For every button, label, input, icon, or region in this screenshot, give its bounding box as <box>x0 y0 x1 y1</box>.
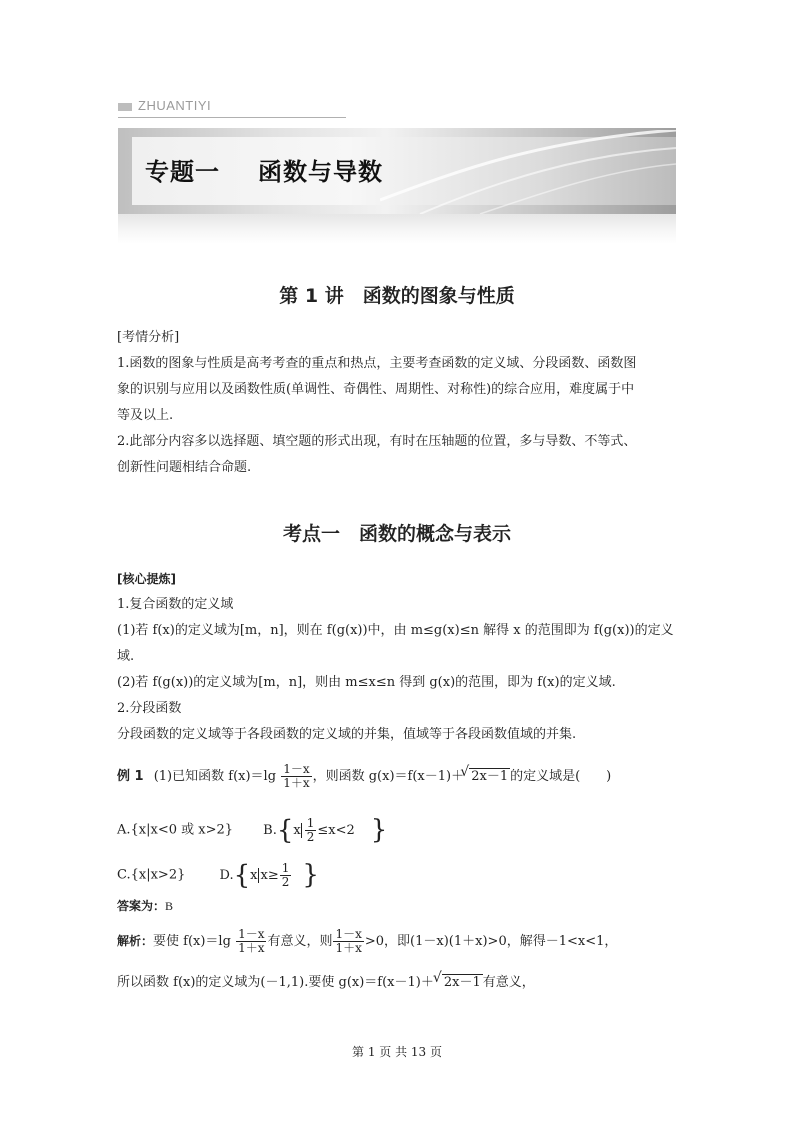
example-fraction: $\frac{1-x}{1+x}$ <box>283 762 310 790</box>
solution-fraction-1: $\frac{1-x}{1+x}$ <box>238 927 265 955</box>
analysis-item1-line1: 1.函数的图象与性质是高考考查的重点和热点，主要考查函数的定义域、分段函数、函数图 <box>117 356 637 371</box>
option-b: B.{x $\frac{1}{2}$ ≤x<2 } <box>263 815 388 845</box>
answer-line <box>117 893 679 919</box>
example-tail: 的定义域是( ) <box>510 769 612 784</box>
example-part: (1)已知函数 f(x)＝lg <box>153 769 277 784</box>
core-s1-title: 1.复合函数的定义域 <box>117 597 234 612</box>
core-section <box>117 566 679 748</box>
options-row-1 <box>117 815 679 846</box>
analysis-item1-line3: 等及以上. <box>117 408 174 423</box>
banner-shadow <box>118 214 676 244</box>
core-s1-p1-line1: (1)若 f(x)的定义域为[m，n]，则在 f(g(x))中，由 m≤g(x)≤n 解得 x 的范围即为 f(g(x))的定义 <box>117 623 674 638</box>
answer-label: 答案为： <box>117 899 166 913</box>
answer-value: B <box>165 899 174 913</box>
header-rule <box>118 117 346 118</box>
option-c: C.{x|x>2} <box>117 867 186 883</box>
solution-fraction-2: $\frac{1-x}{1+x}$ <box>335 927 362 955</box>
analysis-item2-line2: 创新性问题相结合命题. <box>117 460 252 475</box>
core-heading: [核心提炼] <box>117 572 176 586</box>
topic-title <box>145 152 421 187</box>
options-row-2 <box>117 860 679 891</box>
point-title: 考点一 函数的概念与表示 <box>282 523 511 545</box>
solution-t2: 有意义，则 <box>267 934 333 949</box>
series-code: ZHUANTIYI <box>138 98 212 113</box>
topic-number: 专题一 <box>145 158 220 186</box>
core-s1-p2: (2)若 f(g(x))的定义域为[m，n]，则由 m≤x≤n 得到 g(x)的范围，即为 f(x)的定义域. <box>117 675 616 690</box>
solution-t3: >0，即(1－x)(1＋x)>0，解得－1<x<1， <box>364 934 618 949</box>
core-s2-title: 2.分段函数 <box>117 701 182 716</box>
analysis-section <box>117 325 679 481</box>
solution-line-2 <box>117 970 679 996</box>
example-label: 例 1 <box>117 769 144 784</box>
solution-line2-b: 有意义， <box>482 975 535 990</box>
lecture-title: 第 1 讲 函数的图象与性质 <box>279 285 515 307</box>
core-s1-p1-line2: 域. <box>117 649 135 664</box>
example-sqrt: √ 2x－1 <box>469 768 510 784</box>
analysis-item2-line1: 2.此部分内容多以选择题、填空题的形式出现，有时在压轴题的位置，多与导数、不等式、 <box>117 434 637 449</box>
core-s2-text: 分段函数的定义域等于各段函数的定义域的并集，值域等于各段函数值域的并集. <box>117 727 577 742</box>
solution-line-1 <box>117 925 679 958</box>
analysis-heading: [考情分析] <box>117 330 180 345</box>
example-line <box>117 762 679 792</box>
option-a: A.{x|x<0 或 x>2} <box>117 822 234 838</box>
solution-t1: 要使 f(x)＝lg <box>153 934 231 949</box>
option-d: D.{x x≥ $\frac{1}{2}$ } <box>219 860 319 890</box>
header-marker <box>118 103 132 111</box>
analysis-item1-line2: 象的识别与应用以及函数性质(单调性、奇偶性、周期性、对称性)的综合应用，难度属于中 <box>117 382 635 397</box>
solution-line2-a: 所以函数 f(x)的定义域为(－1,1).要使 g(x)＝f(x－1)＋ <box>117 975 434 990</box>
topic-name: 函数与导数 <box>258 158 383 186</box>
solution-label: 解析： <box>117 934 154 948</box>
banner-swoosh-graphic <box>380 130 676 214</box>
solution-sqrt: √ 2x－1 <box>442 974 483 990</box>
example-mid: ，则函数 g(x)＝f(x－1)＋ <box>312 769 465 784</box>
page-footer: 第 1 页 共 13 页 <box>352 1045 442 1059</box>
